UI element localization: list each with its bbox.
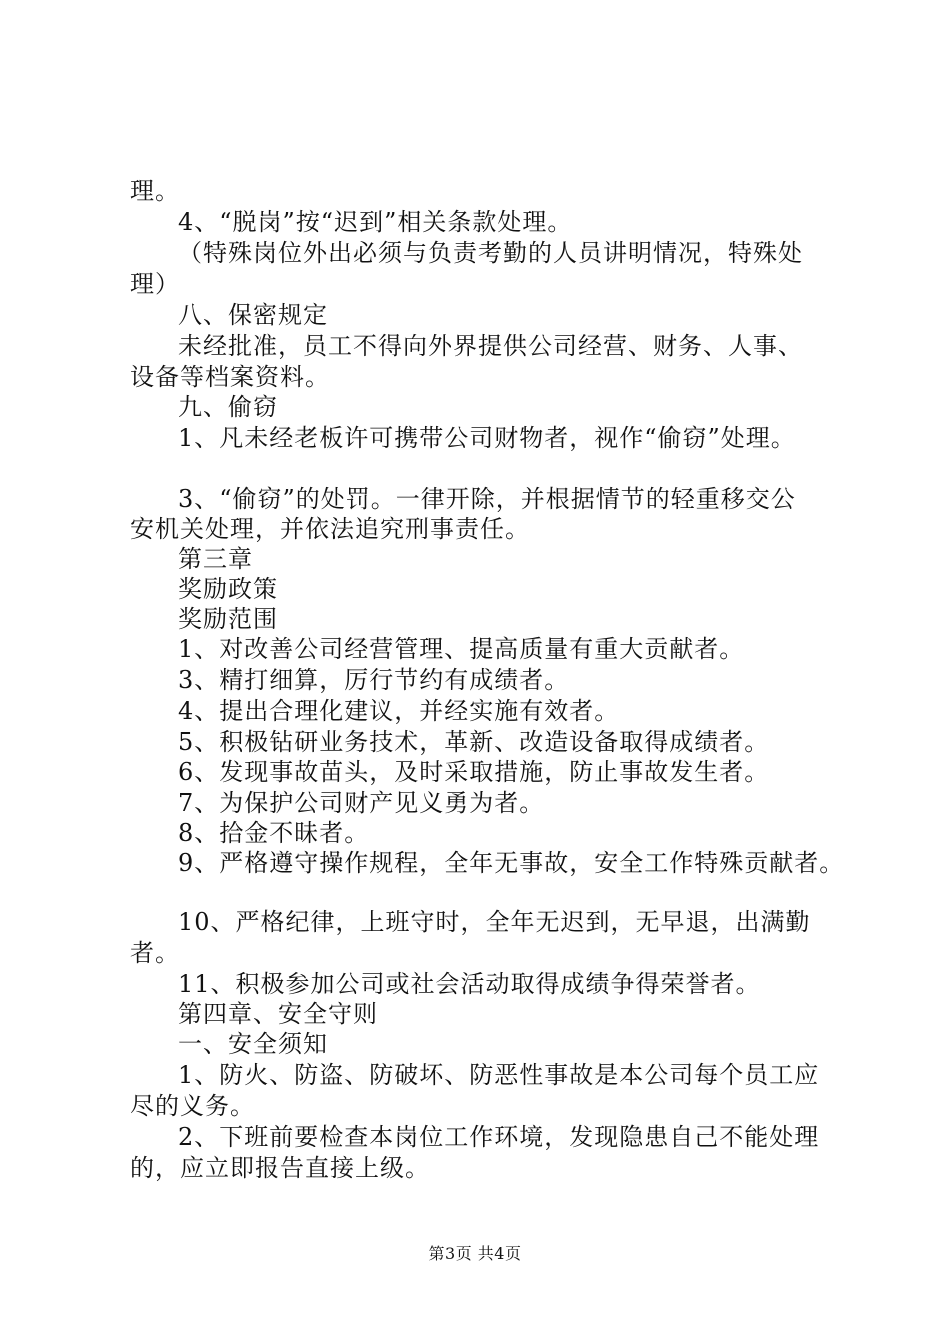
text-line: 1、凡未经老板许可携带公司财物者，视作“偷窃”处理。 <box>178 424 796 452</box>
text-line: 安机关处理，并依法追究刑事责任。 <box>130 515 530 543</box>
text-line: 3、“偷窃”的处罚。一律开除，并根据情节的轻重移交公 <box>178 485 796 513</box>
section-heading: 奖励政策 <box>178 575 278 603</box>
section-heading: 一、安全须知 <box>178 1030 328 1058</box>
list-item: 10、严格纪律，上班守时，全年无迟到，无早退，出满勤 <box>178 908 811 936</box>
text-line: 的，应立即报告直接上级。 <box>130 1154 430 1182</box>
list-item: 1、防火、防盗、防破坏、防恶性事故是本公司每个员工应 <box>178 1061 820 1089</box>
list-item: 11、积极参加公司或社会活动取得成绩争得荣誉者。 <box>178 970 761 998</box>
text-line: 尽的义务。 <box>130 1092 255 1120</box>
list-item: 6、发现事故苗头，及时采取措施，防止事故发生者。 <box>178 758 770 786</box>
text-line: 者。 <box>130 939 180 967</box>
text-line: 4、“脱岗”按“迟到”相关条款处理。 <box>178 208 573 236</box>
text-line: （特殊岗位外出必须与负责考勤的人员讲明情况，特殊处 <box>178 239 803 267</box>
list-item: 9、严格遵守操作规程，全年无事故，安全工作特殊贡献者。 <box>178 849 845 877</box>
text-line: 理） <box>130 270 180 298</box>
chapter-heading: 第四章、安全守则 <box>178 1000 378 1028</box>
section-heading: 九、偷窃 <box>178 393 278 421</box>
list-item: 5、积极钻研业务技术，革新、改造设备取得成绩者。 <box>178 728 770 756</box>
list-item: 8、拾金不昧者。 <box>178 819 370 847</box>
list-item: 3、精打细算，厉行节约有成绩者。 <box>178 666 570 694</box>
chapter-heading: 第三章 <box>178 545 253 573</box>
list-item: 4、提出合理化建议，并经实施有效者。 <box>178 697 620 725</box>
text-line: 未经批准，员工不得向外界提供公司经营、财务、人事、 <box>178 332 803 360</box>
text-line: 理。 <box>130 177 180 205</box>
page-number-footer: 第3页 共4页 <box>428 1244 522 1263</box>
text-line: 设备等档案资料。 <box>130 363 330 391</box>
list-item: 1、对改善公司经营管理、提高质量有重大贡献者。 <box>178 635 745 663</box>
section-heading: 奖励范围 <box>178 605 278 633</box>
list-item: 2、下班前要检查本岗位工作环境，发现隐患自己不能处理 <box>178 1123 820 1151</box>
list-item: 7、为保护公司财产见义勇为者。 <box>178 789 545 817</box>
section-heading: 八、保密规定 <box>178 301 328 329</box>
